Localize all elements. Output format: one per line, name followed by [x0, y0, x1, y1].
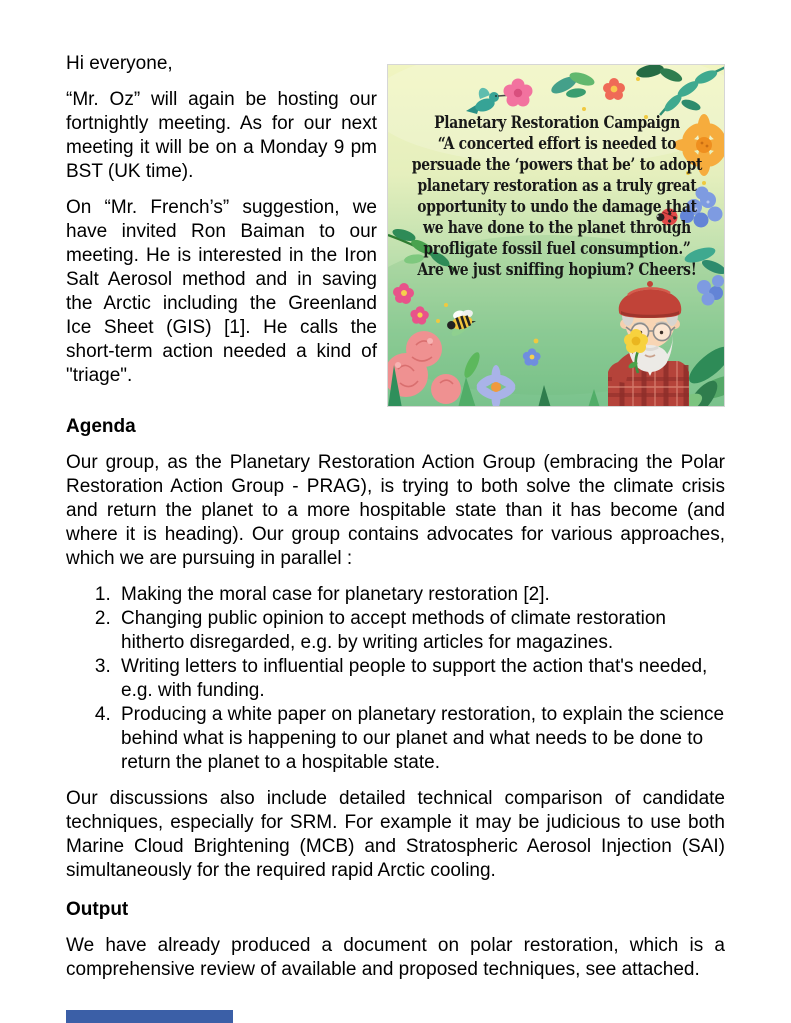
agenda-intro: Our group, as the Planetary Restoration Action Group (embracing the Polar Restoration Action Group - PRAG), is trying to both solve the climate crisis and return the planet to a more hospitable state than it has become (and where it is heading). Our group contains advocates for various approaches, which we are pursuing in parallel : — [66, 452, 725, 569]
caption-line: we have done to the planet through — [423, 218, 691, 237]
greeting: Hi everyone, — [66, 53, 173, 74]
agenda-item: 3. Writing letters to influential people to support the action that's needed, e.g. with funding. — [116, 655, 725, 703]
illustration-caption — [388, 112, 725, 280]
caption-line: “A concerted effort is needed to — [437, 134, 677, 153]
output-paragraph: We have already produced a document on polar restoration, which is a comprehensive review of available and proposed techniques, see attached. — [66, 935, 725, 980]
discussion-paragraph: Our discussions also include detailed technical comparison of candidate techniques, especially for SRM. For example it may be judicious to use both Marine Cloud Brightening (MCB) and Stratospheric Aerosol Injection (SAI) simultaneously for the required rapid Arctic cooling. — [66, 788, 725, 881]
agenda-list — [66, 583, 725, 775]
caption-line: persuade the ‘powers that be’ to adopt — [411, 155, 703, 174]
paragraph-guest-invite: On “Mr. French’s” suggestion, we have invited Ron Baiman to our meeting. He is interested in the Iron Salt Aerosol method and in saving the Arctic including the Greenland Ice Sheet (GIS) [1]. He calls the short-term action needed a kind of "triage". — [66, 197, 377, 386]
agenda-item: 2. Changing public opinion to accept methods of climate restoration hitherto disregarded, e.g. by writing articles for magazines. — [116, 607, 725, 655]
campaign-illustration — [387, 64, 725, 407]
caption-line: Planetary Restoration Campaign — [434, 113, 680, 132]
output-heading: Output — [66, 899, 129, 920]
agenda-heading: Agenda — [66, 416, 136, 437]
caption-line: opportunity to undo the damage that — [417, 197, 697, 216]
caption-line: profligate fossil fuel consumption.” — [423, 239, 691, 258]
caption-line: planetary restoration as a truly great — [417, 176, 697, 195]
attachment-preview-edge[interactable] — [66, 1010, 233, 1023]
agenda-item: 4. Producing a white paper on planetary restoration, to explain the science behind what is happening to our planet and what needs to be done to return the planet to a hospitable state. — [116, 703, 725, 775]
paragraph-host-meeting: “Mr. Oz” will again be hosting our fortnightly meeting. As for our next meeting it will be on a Monday 9 pm BST (UK time). — [66, 89, 377, 182]
caption-line: Are we just sniffing hopium? Cheers! — [417, 260, 697, 279]
agenda-item: 1. Making the moral case for planetary restoration [2]. — [116, 583, 725, 607]
